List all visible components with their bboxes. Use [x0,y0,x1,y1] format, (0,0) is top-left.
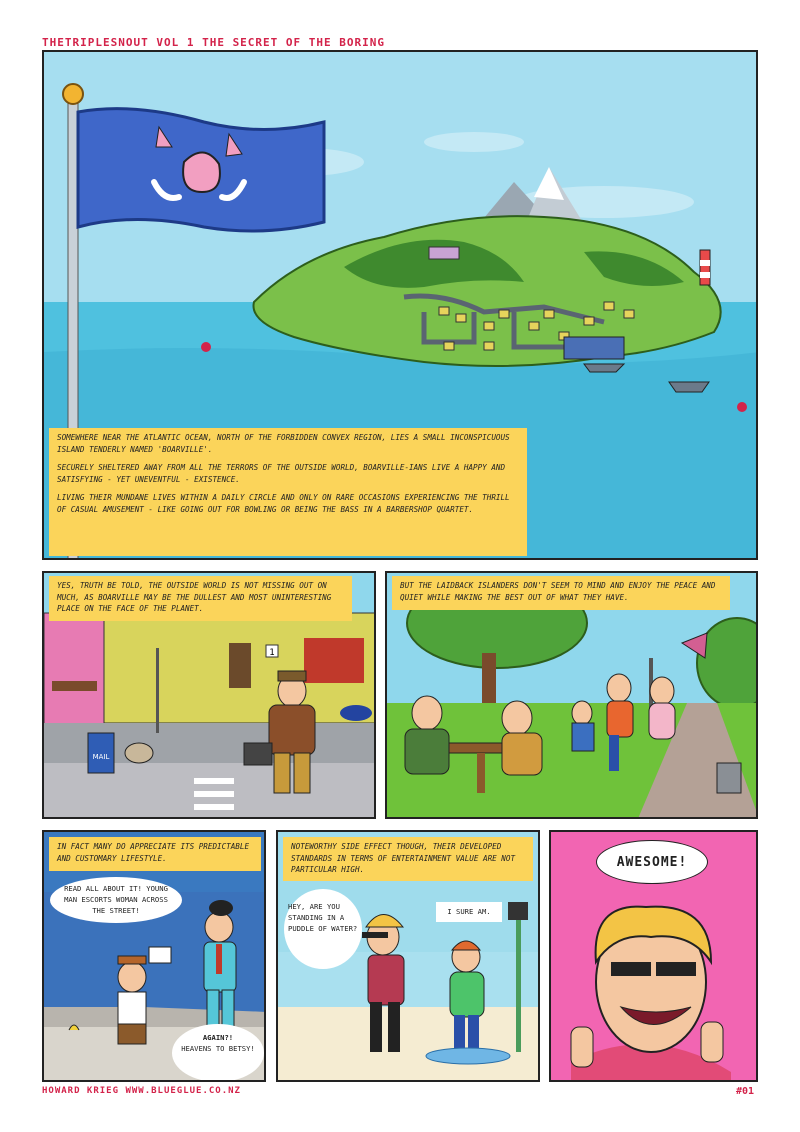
panel-newsboy-caption: IN FACT MANY DO APPRECIATE ITS PREDICTABLE AND CUSTOMARY LIFESTYLE. [49,837,261,871]
panel-street [42,571,376,819]
page-number: #01 [735,1086,754,1097]
panel-island [42,50,758,560]
newsboy-speech-bubble: READ ALL ABOUT IT! YOUNG MAN ESCORTS WOMAN ACROSS THE STREET! [50,877,182,923]
man-speech-bubble [172,1024,264,1082]
man-speech-line: HEAVENS TO BETSY! [181,1044,255,1053]
panel-puddle-caption: NOTEWORTHY SIDE EFFECT THOUGH, THEIR DEVELOPED STANDARDS IN TERMS OF ENTERTAINMENT VALUE ARE NOT PARTICULAR HIGH. [283,837,533,881]
panel-puddle [276,830,540,1082]
panel-park-caption: BUT THE LAIDBACK ISLANDERS DON'T SEEM TO MIND AND ENJOY THE PEACE AND QUIET WHILE MAKING THE BEST OUT OF WHAT THEY HAVE. [392,576,730,610]
panel-street-caption: YES, TRUTH BE TOLD, THE OUTSIDE WORLD IS NOT MISSING OUT ON MUCH, AS BOARVILLE MAY BE THE DULLEST AND MOST UNINTERESTING PLACE ON THE FACE OF THE PLANET. [49,576,352,621]
panel-island-caption: SOMEWHERE NEAR THE ATLANTIC OCEAN, NORTH OF THE FORBIDDEN CONVEX REGION, LIES A SMALL INCONSPICUOUS ISLAND TENDERLY NAMED 'BOARVILLE'. SECURELY SHELTERED AWAY FROM ALL THE TERRORS OF THE OUTSIDE WORLD, BOARVILLE-IANS LIVE A HAPPY AND SATISFYING - YET UNEVENTFUL - EXISTENCE. LIVING THEIR MUNDANE LIVES WITHIN A DAILY CIRCLE AND ONLY ON RARE OCCASIONS EXPERIENCING THE THRILL OF CASUAL AMUSEMENT - LIKE GOING OUT FOR BOWLING OR BEING THE BASS IN A BARBERSHOP QUARTET. [49,428,527,556]
page-header: THETRIPLESNOUT VOL 1 THE SECRET OF THE BORING [42,36,386,49]
man-speech-exclaim: AGAIN?! [202,1033,234,1042]
mailbox-label: MAIL [92,753,110,761]
question-speech-bubble: HEY, ARE YOU STANDING IN A PUDDLE OF WATER? [284,889,362,969]
house-number: 1 [269,648,275,658]
panel-awesome [549,830,758,1082]
panel-newsboy [42,830,266,1082]
awesome-speech-bubble: AWESOME! [596,840,708,884]
footer-credit: HOWARD KRIEG WWW.BLUEGLUE.CO.NZ [42,1086,241,1096]
panel-park [385,571,758,819]
answer-speech-bubble: I SURE AM. [436,902,502,922]
